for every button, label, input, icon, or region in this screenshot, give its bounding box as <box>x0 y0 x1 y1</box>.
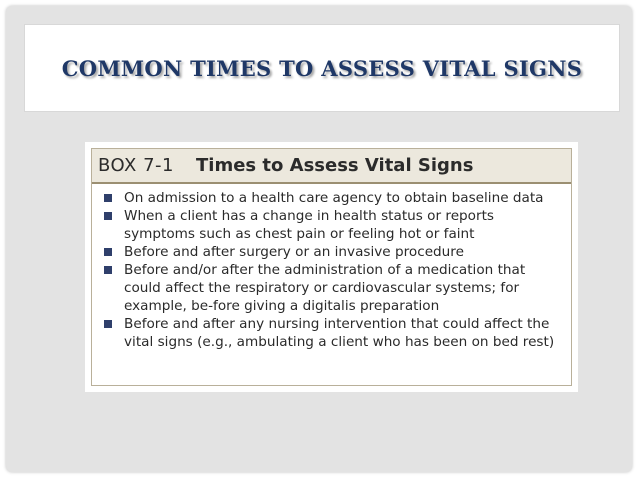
box-frame <box>91 148 572 386</box>
square-bullet-icon <box>104 320 112 328</box>
slide-title: COMMON TIMES TO ASSESS VITAL SIGNS <box>61 55 583 81</box>
list-item <box>104 207 563 243</box>
square-bullet-icon <box>104 266 112 274</box>
box-label: BOX 7-1 <box>98 155 175 176</box>
list-item-text: When a client has a change in health status or reports symptoms such as chest pain or feeling hot or faint <box>124 208 494 242</box>
bullet-list <box>92 184 571 351</box>
square-bullet-icon <box>104 194 112 202</box>
box-heading: Times to Assess Vital Signs <box>196 155 474 176</box>
vital-signs-box <box>85 142 578 392</box>
slide <box>6 6 632 472</box>
list-item <box>104 243 563 261</box>
list-item <box>104 261 563 315</box>
square-bullet-icon <box>104 212 112 220</box>
list-item-text: Before and/or after the administration of a medication that could affect the respiratory or cardiovascular systems; for example, be-fore giving a digitalis preparation <box>124 262 526 314</box>
title-box <box>24 24 620 112</box>
list-item-text: On admission to a health care agency to obtain baseline data <box>124 190 544 206</box>
box-header <box>92 149 571 184</box>
square-bullet-icon <box>104 248 112 256</box>
list-item-text: Before and after surgery or an invasive procedure <box>124 244 464 260</box>
list-item <box>104 315 563 351</box>
list-item-text: Before and after any nursing intervention that could affect the vital signs (e.g., ambulating a client who has been on bed rest) <box>124 316 555 350</box>
list-item <box>104 189 563 207</box>
